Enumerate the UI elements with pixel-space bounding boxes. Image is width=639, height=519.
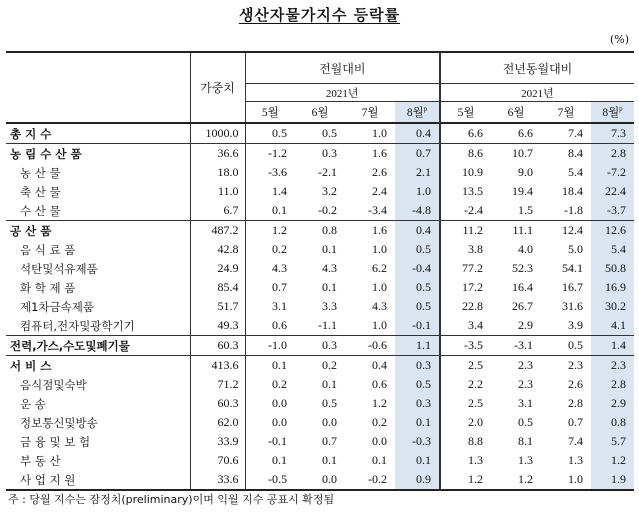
mom-value-cell: -1.0	[245, 336, 295, 356]
weight-cell: 33.6	[190, 470, 245, 490]
row-label: 음 식 료 품	[20, 242, 76, 257]
mom-value-cell: 1.0	[395, 182, 440, 201]
mom-value-cell: 1.4	[245, 182, 295, 201]
table-row	[6, 470, 634, 490]
table-row	[6, 259, 634, 278]
row-label: 수 산 물	[20, 203, 61, 218]
row-label: 석탄및석유제품	[20, 261, 98, 276]
yoy-year: 2021년	[440, 84, 634, 102]
mom-value-cell: 0.3	[395, 356, 440, 376]
footnote: 주 : 당월 지수는 잠정치(preliminary)이며 익월 지수 공표시 확정됨	[8, 493, 335, 506]
yoy-value-cell: 1.3	[518, 453, 533, 467]
mom-value-cell: 0.0	[322, 472, 337, 486]
mom-value-cell: 0.9	[395, 470, 440, 490]
mom-value-cell: 2.6	[372, 165, 387, 179]
yoy-value-cell: 5.4	[568, 165, 583, 179]
unit-label: (%)	[609, 33, 629, 46]
table-row	[6, 201, 634, 221]
yoy-value-cell: 0.7	[568, 415, 583, 429]
weight-cell: 85.4	[190, 278, 245, 297]
mom-value-cell: 1.1	[395, 336, 440, 356]
mom-value-cell: 0.0	[245, 413, 295, 432]
mom-value-cell: 0.0	[245, 394, 295, 413]
mom-value-cell: 1.2	[245, 221, 295, 241]
mom-value-cell: 0.5	[395, 240, 440, 259]
yoy-value-cell: 16.7	[562, 280, 583, 294]
table-row	[6, 356, 634, 376]
mom-value-cell: 0.7	[395, 144, 440, 164]
mom-value-cell: -1.1	[318, 318, 337, 332]
table-row	[6, 375, 634, 394]
mom-value-cell: -1.2	[245, 144, 295, 164]
month-header: 7월	[345, 102, 395, 124]
yoy-value-cell: 2.3	[518, 358, 533, 372]
table-row	[6, 394, 634, 413]
table-row	[6, 451, 634, 470]
mom-header: 전월대비	[245, 52, 440, 84]
mom-value-cell: -3.6	[245, 163, 295, 182]
table-row	[6, 432, 634, 451]
mom-value-cell: 0.1	[322, 377, 337, 391]
mom-value-cell: 3.1	[245, 297, 295, 316]
mom-value-cell: 0.1	[372, 453, 387, 467]
mom-value-cell: 0.0	[372, 434, 387, 448]
row-label: 총 지 수	[10, 126, 52, 141]
mom-value-cell: 0.5	[395, 375, 440, 394]
yoy-value-cell: 11.1	[512, 223, 533, 237]
mom-value-cell: 2.4	[372, 184, 387, 198]
yoy-value-cell: 30.2	[591, 297, 634, 316]
yoy-value-cell: 5.4	[591, 240, 634, 259]
mom-value-cell: 0.3	[395, 394, 440, 413]
mom-value-cell: 0.4	[395, 221, 440, 241]
yoy-value-cell: 2.3	[591, 356, 634, 376]
yoy-value-cell: 1.2	[591, 451, 634, 470]
yoy-value-cell: 16.4	[512, 280, 533, 294]
yoy-value-cell: 3.1	[518, 396, 533, 410]
mom-value-cell: 1.0	[372, 318, 387, 332]
mom-value-cell: 4.3	[245, 259, 295, 278]
mom-value-cell: 3.3	[322, 299, 337, 313]
mom-value-cell: 1.6	[372, 146, 387, 160]
yoy-value-cell: 10.7	[512, 146, 533, 160]
yoy-value-cell: 0.5	[568, 338, 583, 352]
mom-value-cell: 0.8	[322, 223, 337, 237]
row-label: 농 림 수 산 품	[10, 146, 82, 161]
yoy-value-cell: 0.5	[518, 415, 533, 429]
yoy-value-cell: 1.0	[568, 472, 583, 486]
mom-value-cell: -0.1	[395, 316, 440, 336]
weight-cell: 51.7	[190, 297, 245, 316]
yoy-value-cell: 1.3	[440, 451, 491, 470]
yoy-value-cell: 18.4	[562, 184, 583, 198]
yoy-value-cell: 50.8	[591, 259, 634, 278]
table-row	[6, 240, 634, 259]
weight-cell: 36.6	[190, 144, 245, 164]
yoy-value-cell: 8.4	[568, 146, 583, 160]
mom-value-cell: 0.1	[322, 453, 337, 467]
mom-value-cell: 0.2	[245, 375, 295, 394]
page-title: 생산자물가지수 등락률	[238, 6, 401, 24]
row-label: 사 업 지 원	[20, 472, 76, 487]
yoy-value-cell: 7.4	[568, 126, 583, 140]
row-label: 축 산 물	[20, 184, 61, 199]
mom-value-cell: -0.4	[395, 259, 440, 278]
mom-value-cell: 0.1	[322, 242, 337, 256]
month-header: 5월	[245, 102, 295, 124]
row-label: 정보통신및방송	[20, 415, 98, 430]
yoy-value-cell: 31.6	[562, 299, 583, 313]
yoy-value-cell: 1.4	[591, 336, 634, 356]
yoy-value-cell: -3.7	[591, 201, 634, 221]
mom-value-cell: 0.7	[245, 278, 295, 297]
mom-value-cell: 0.2	[322, 358, 337, 372]
table-row	[6, 316, 634, 336]
weight-cell: 60.3	[190, 336, 245, 356]
mom-value-cell: 4.3	[322, 261, 337, 275]
yoy-value-cell: -7.2	[591, 163, 634, 182]
mom-value-cell: 1.6	[372, 223, 387, 237]
mom-value-cell: -0.6	[368, 338, 387, 352]
month-header: 5월	[440, 102, 491, 124]
row-label: 공 산 품	[10, 223, 52, 238]
table-row	[6, 123, 634, 144]
yoy-value-cell: 26.7	[512, 299, 533, 313]
yoy-value-cell: 17.2	[440, 278, 491, 297]
yoy-value-cell: 3.9	[568, 318, 583, 332]
yoy-value-cell: 3.4	[440, 316, 491, 336]
mom-year: 2021년	[245, 84, 440, 102]
mom-value-cell: -3.4	[368, 203, 387, 217]
weight-cell: 49.3	[190, 316, 245, 336]
row-label: 부 동 산	[20, 453, 61, 468]
mom-value-cell: 1.0	[372, 242, 387, 256]
yoy-value-cell: 8.8	[440, 432, 491, 451]
yoy-value-cell: 2.6	[568, 377, 583, 391]
mom-value-cell: 0.2	[245, 240, 295, 259]
mom-value-cell: 0.5	[395, 278, 440, 297]
yoy-value-cell: 4.0	[518, 242, 533, 256]
table-row	[6, 182, 634, 201]
mom-value-cell: 0.1	[322, 280, 337, 294]
mom-value-cell: 0.5	[322, 396, 337, 410]
mom-value-cell: -4.8	[395, 201, 440, 221]
mom-value-cell: -0.2	[368, 472, 387, 486]
table-row	[6, 221, 634, 241]
month-header: 6월	[295, 102, 345, 124]
yoy-value-cell: 8.1	[518, 434, 533, 448]
weight-cell: 24.9	[190, 259, 245, 278]
mom-value-cell: 0.5	[322, 126, 337, 140]
yoy-value-cell: 2.8	[568, 396, 583, 410]
weight-cell: 70.6	[190, 451, 245, 470]
yoy-value-cell: 7.4	[568, 434, 583, 448]
row-label: 컴퓨터,전자및광학기기	[20, 318, 135, 333]
yoy-value-cell: 6.6	[518, 126, 533, 140]
yoy-value-cell: 19.4	[512, 184, 533, 198]
mom-value-cell: 0.6	[372, 377, 387, 391]
mom-value-cell: 3.2	[322, 184, 337, 198]
mom-value-cell: 0.1	[395, 451, 440, 470]
table-row	[6, 297, 634, 316]
yoy-value-cell: 54.1	[562, 261, 583, 275]
mom-value-cell: 1.2	[372, 396, 387, 410]
yoy-header: 전년동월대비	[440, 52, 634, 84]
yoy-value-cell: 2.2	[440, 375, 491, 394]
mom-value-cell: -0.3	[395, 432, 440, 451]
mom-value-cell: 4.3	[372, 299, 387, 313]
yoy-value-cell: 12.4	[562, 223, 583, 237]
mom-value-cell: -0.1	[245, 432, 295, 451]
mom-value-cell: -2.1	[318, 165, 337, 179]
row-label: 제1차금속제품	[20, 299, 94, 314]
yoy-value-cell: 11.2	[440, 221, 491, 241]
mom-value-cell: 2.1	[395, 163, 440, 182]
mom-value-cell: 6.2	[372, 261, 387, 275]
mom-value-cell: 0.1	[245, 451, 295, 470]
weight-header: 가중치	[190, 52, 245, 123]
mom-value-cell: -0.2	[318, 203, 337, 217]
yoy-value-cell: 3.8	[440, 240, 491, 259]
weight-cell: 1000.0	[190, 123, 245, 144]
mom-value-cell: 0.3	[322, 338, 337, 352]
weight-cell: 60.3	[190, 394, 245, 413]
yoy-value-cell: -1.8	[564, 203, 583, 217]
yoy-value-cell: 2.3	[568, 358, 583, 372]
mom-value-cell: 0.5	[245, 123, 295, 144]
yoy-value-cell: 1.2	[518, 472, 533, 486]
price-index-table	[6, 51, 634, 491]
yoy-value-cell: 2.0	[440, 413, 491, 432]
weight-cell: 487.2	[190, 221, 245, 241]
row-label: 음식점및숙박	[20, 377, 87, 392]
row-label: 화 학 제 품	[20, 280, 76, 295]
yoy-value-cell: 2.8	[591, 144, 634, 164]
mom-value-cell: 0.6	[245, 316, 295, 336]
yoy-value-cell: 2.8	[591, 375, 634, 394]
mom-value-cell: 0.1	[245, 201, 295, 221]
yoy-value-cell: -3.1	[514, 338, 533, 352]
yoy-value-cell: 10.9	[440, 163, 491, 182]
yoy-value-cell: 12.6	[591, 221, 634, 241]
yoy-value-cell: 8.6	[440, 144, 491, 164]
table-row	[6, 413, 634, 432]
yoy-value-cell: 2.5	[440, 356, 491, 376]
table-row	[6, 336, 634, 356]
yoy-value-cell: 52.3	[512, 261, 533, 275]
yoy-value-cell: 2.9	[591, 394, 634, 413]
weight-cell: 18.0	[190, 163, 245, 182]
yoy-value-cell: 77.2	[440, 259, 491, 278]
weight-cell: 33.9	[190, 432, 245, 451]
weight-cell: 71.2	[190, 375, 245, 394]
yoy-value-cell: 5.0	[568, 242, 583, 256]
yoy-value-cell: 4.1	[591, 316, 634, 336]
yoy-value-cell: 2.5	[440, 394, 491, 413]
mom-value-cell: 0.2	[372, 415, 387, 429]
row-label: 농 산 물	[20, 165, 61, 180]
mom-value-cell: 0.0	[322, 415, 337, 429]
month-header: 6월	[491, 102, 541, 124]
yoy-value-cell: 1.5	[518, 203, 533, 217]
yoy-value-cell: 1.9	[591, 470, 634, 490]
yoy-value-cell: 16.9	[591, 278, 634, 297]
month-header: 7월	[541, 102, 591, 124]
label-header	[6, 52, 190, 123]
table-row	[6, 144, 634, 164]
yoy-value-cell: 13.5	[440, 182, 491, 201]
weight-cell: 62.0	[190, 413, 245, 432]
month-header-current: 8월$^p$	[591, 102, 634, 124]
yoy-value-cell: 6.6	[440, 123, 491, 144]
weight-cell: 6.7	[190, 201, 245, 221]
weight-cell: 42.8	[190, 240, 245, 259]
yoy-value-cell: -3.5	[440, 336, 491, 356]
yoy-value-cell: 2.9	[518, 318, 533, 332]
mom-value-cell: 0.4	[395, 123, 440, 144]
yoy-value-cell: 22.8	[440, 297, 491, 316]
mom-value-cell: 0.4	[372, 358, 387, 372]
row-label: 운 송	[20, 396, 46, 411]
row-label: 서 비 스	[10, 358, 52, 373]
month-header-current: 8월$^p$	[395, 102, 440, 124]
yoy-value-cell: 1.2	[440, 470, 491, 490]
weight-cell: 413.6	[190, 356, 245, 376]
yoy-value-cell: 22.4	[591, 182, 634, 201]
yoy-value-cell: 2.3	[518, 377, 533, 391]
row-label: 금 융 및 보 험	[20, 434, 91, 449]
mom-value-cell: 0.7	[322, 434, 337, 448]
mom-value-cell: -0.5	[245, 470, 295, 490]
mom-value-cell: 1.0	[372, 126, 387, 140]
yoy-value-cell: 9.0	[518, 165, 533, 179]
row-label: 전력,가스,수도및폐기물	[10, 338, 130, 353]
table-row	[6, 163, 634, 182]
weight-cell: 11.0	[190, 182, 245, 201]
yoy-value-cell: 7.3	[591, 123, 634, 144]
yoy-value-cell: 1.3	[568, 453, 583, 467]
yoy-value-cell: 0.8	[591, 413, 634, 432]
mom-value-cell: 0.1	[245, 356, 295, 376]
yoy-value-cell: 5.7	[591, 432, 634, 451]
mom-value-cell: 0.3	[322, 146, 337, 160]
mom-value-cell: 0.5	[395, 297, 440, 316]
yoy-value-cell: -2.4	[440, 201, 491, 221]
mom-value-cell: 1.0	[372, 280, 387, 294]
table-row	[6, 278, 634, 297]
mom-value-cell: 0.1	[395, 413, 440, 432]
